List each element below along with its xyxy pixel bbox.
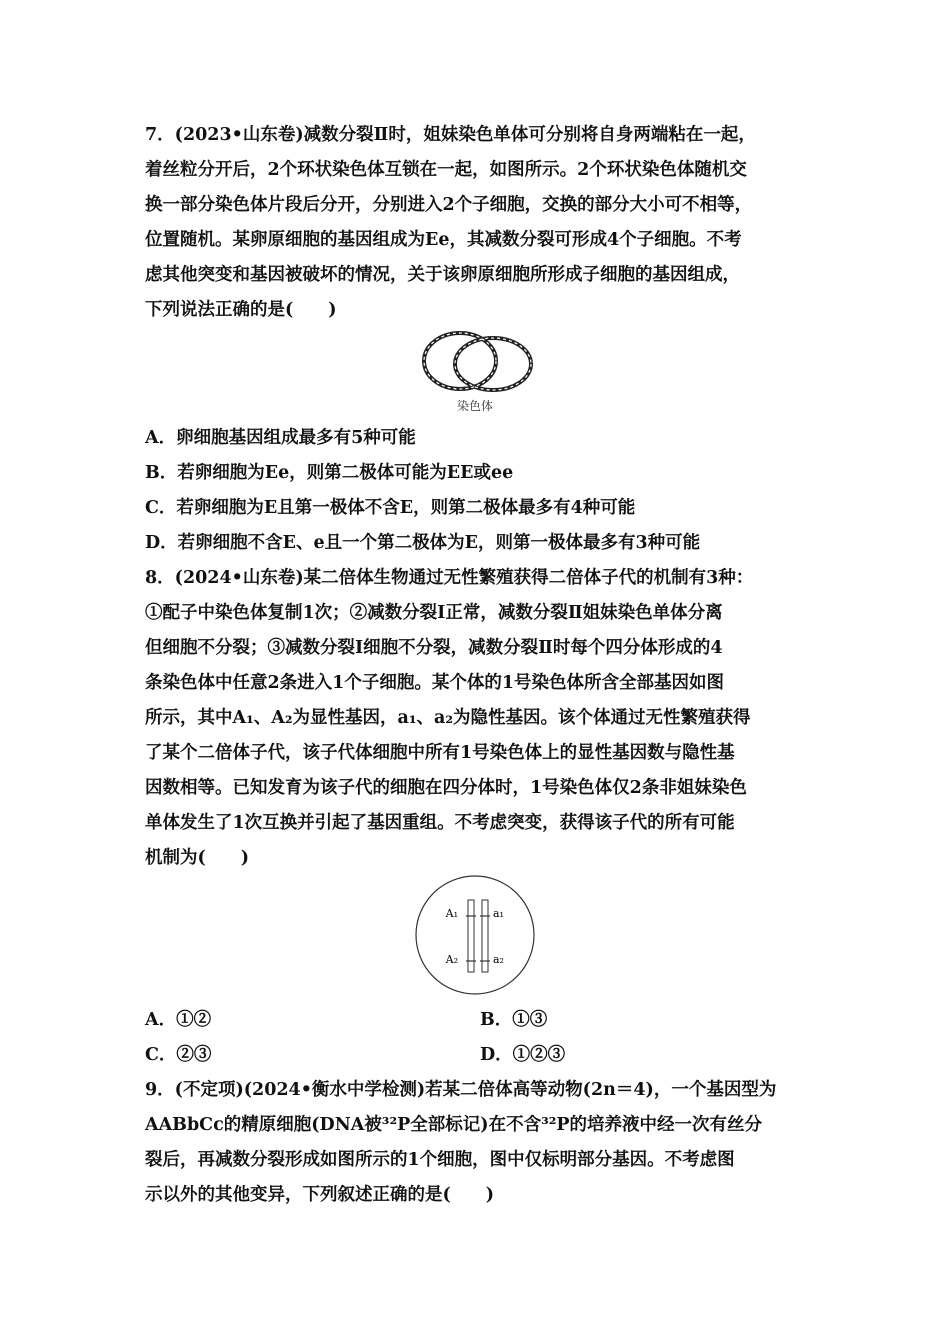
chromosome-1-figure (412, 872, 538, 998)
q7-line-1: 7．(2023•山东卷)减数分裂Ⅱ时，姐妹染色单体可分别将自身两端粘在一起， (145, 125, 756, 145)
q9-line-3: 裂后，再减数分裂形成如图所示的1个细胞，图中仅标明部分基因。不考虑图 (145, 1150, 735, 1170)
q7-option-b: B．若卵细胞为Ee，则第二极体可能为EE或ee (145, 463, 514, 483)
q7-line-3: 换一部分染色体片段后分开，分别进入2个子细胞，交换的部分大小可不相等， (145, 195, 753, 215)
q8-line-2: ①配子中染色体复制1次；②减数分裂Ⅰ正常，减数分裂Ⅱ姐妹染色单体分离 (145, 603, 723, 623)
q8-line-5: 所示，其中A₁、A₂为显性基因，a₁、a₂为隐性基因。该个体通过无性繁殖获得 (145, 708, 751, 728)
q7-line-4: 位置随机。某卵原细胞的基因组成为Ee，其减数分裂可形成4个子细胞。不考 (145, 230, 742, 250)
q8-option-a: A．①② (145, 1010, 212, 1030)
label-A2: A₂ (445, 953, 458, 966)
q8-line-6: 了某个二倍体子代，该子代体细胞中所有1号染色体上的显性基因数与隐性基 (145, 743, 735, 763)
q8-line-1: 8．(2024•山东卷)某二倍体生物通过无性繁殖获得二倍体子代的机制有3种： (145, 568, 754, 588)
q8-option-c: C．②③ (145, 1045, 212, 1065)
label-a2: a₂ (493, 953, 504, 966)
q7-line-5: 虑其他突变和基因被破坏的情况，关于该卵原细胞所形成子细胞的基因组成， (145, 265, 740, 285)
q7-line-6: 下列说法正确的是( ) (145, 300, 337, 320)
q8-line-3: 但细胞不分裂；③减数分裂Ⅰ细胞不分裂，减数分裂Ⅱ时每个四分体形成的4 (145, 638, 723, 658)
q8-line-7: 因数相等。已知发育为该子代的细胞在四分体时，1号染色体仅2条非姐妹染色 (145, 778, 747, 798)
q8-option-b: B．①③ (480, 1010, 548, 1030)
q9-line-4: 示以外的其他变异，下列叙述正确的是( ) (145, 1185, 495, 1205)
q9-line-2: AABbCc的精原细胞(DNA被³²P全部标记)在不含³²P的培养液中经一次有丝分 (145, 1115, 763, 1135)
figure-caption: 染色体 (456, 399, 494, 413)
ring-chromosome-left (424, 333, 496, 389)
q8-line-8: 单体发生了1次互换并引起了基因重组。不考虑突变，获得该子代的所有可能 (145, 813, 735, 833)
q8-line-4: 条染色体中任意2条进入1个子细胞。某个体的1号染色体所含全部基因如图 (145, 673, 725, 693)
q7-line-2: 着丝粒分开后，2个环状染色体互锁在一起，如图所示。2个环状染色体随机交 (145, 160, 747, 180)
cell-outline (416, 876, 534, 994)
q7-option-d: D．若卵细胞不含E、e且一个第二极体为E，则第一极体最多有3种可能 (145, 533, 701, 553)
q7-option-a: A．卵细胞基因组成最多有5种可能 (145, 428, 416, 448)
q8-line-9: 机制为( ) (145, 848, 250, 868)
label-a1: a₁ (493, 907, 504, 920)
label-A1: A₁ (445, 907, 458, 920)
interlocked-chromosomes-figure (410, 326, 540, 418)
q8-option-d: D．①②③ (480, 1045, 566, 1065)
q9-line-1: 9．(不定项)(2024•衡水中学检测)若某二倍体高等动物(2n＝4)，一个基因型为 (145, 1080, 777, 1100)
q7-option-c: C．若卵细胞为E且第一极体不含E，则第二极体最多有4种可能 (145, 498, 636, 518)
